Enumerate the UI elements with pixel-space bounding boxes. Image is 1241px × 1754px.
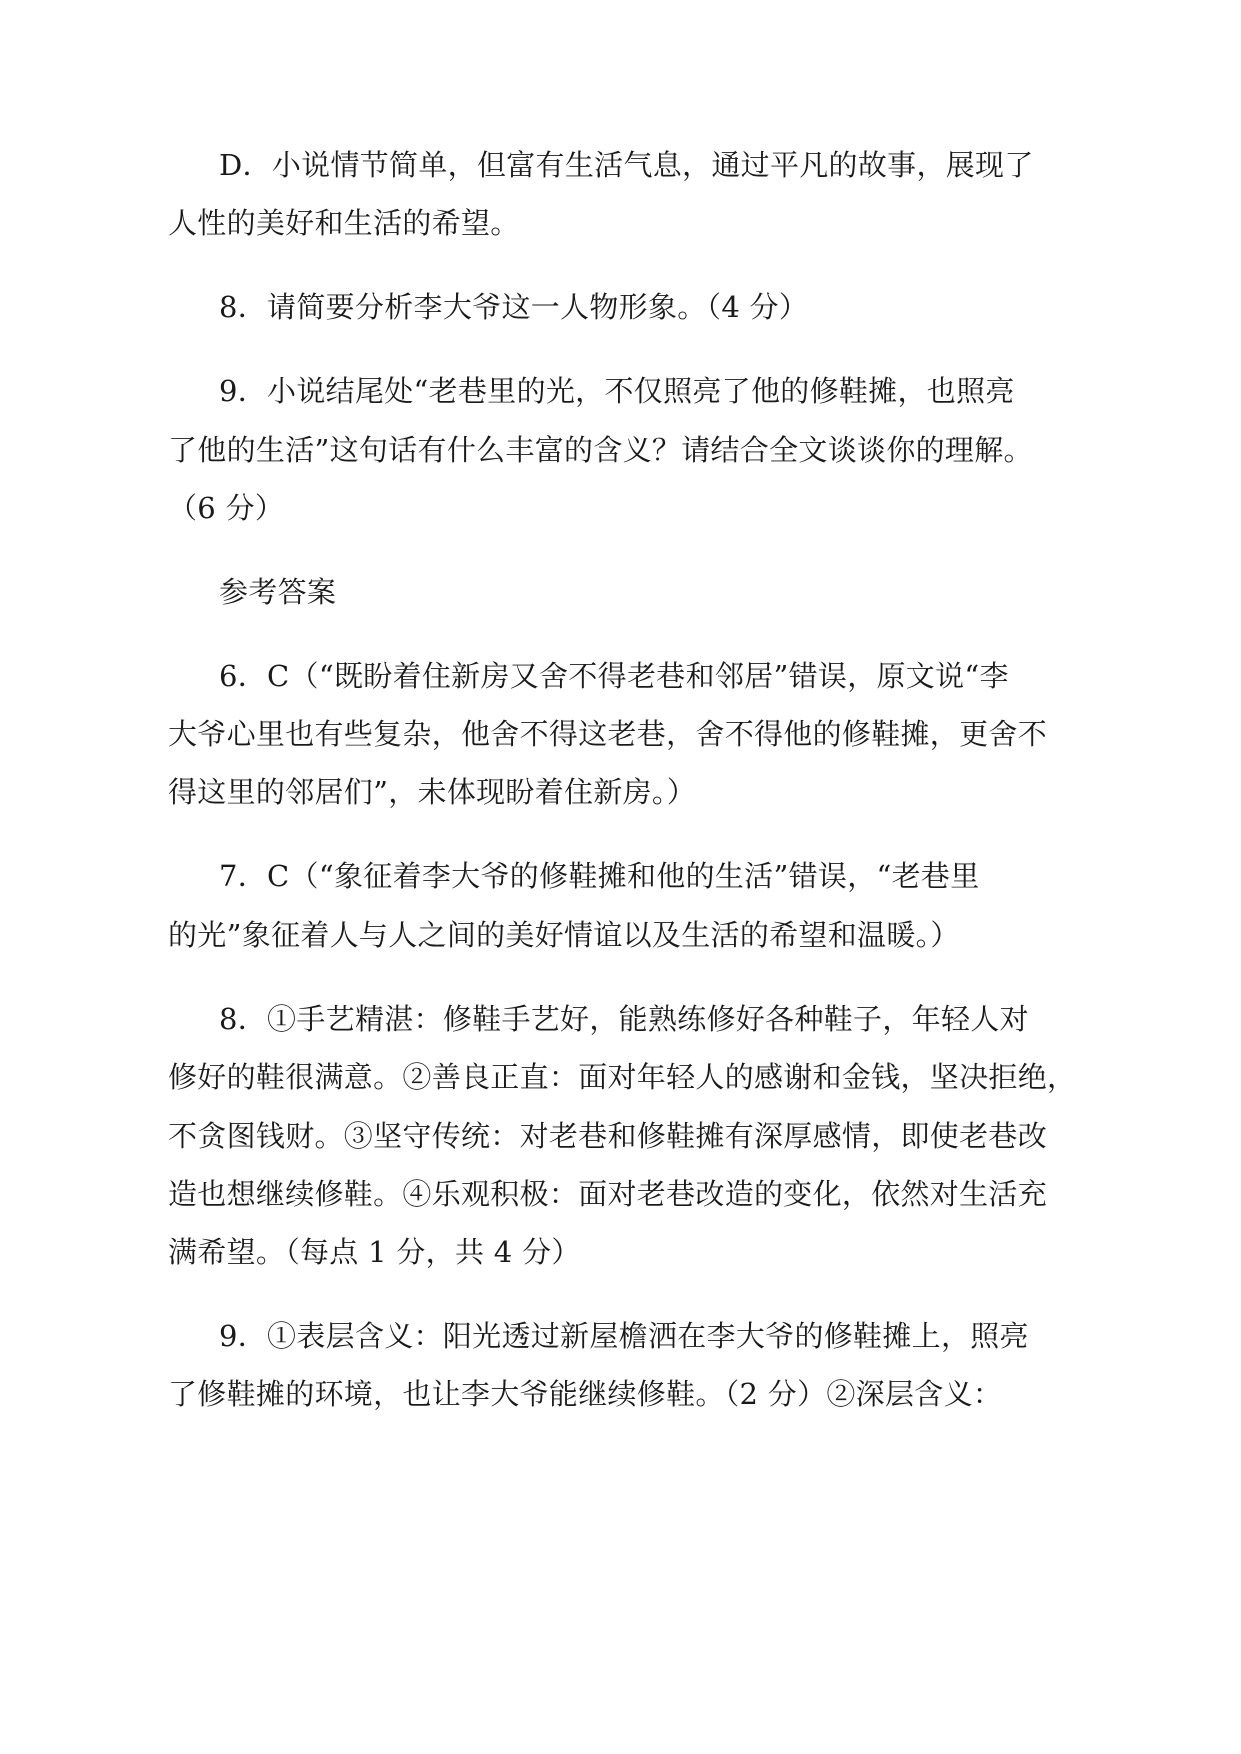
answer-8-line-1: 8．①手艺精湛：修鞋手艺好，能熟练修好各种鞋子，年轻人对 — [219, 1002, 1029, 1036]
question-9-line-2: 了他的生活”这句话有什么丰富的含义？请结合全文谈谈你的理解。 — [168, 433, 1033, 467]
answer-6-line-1: 6．C（“既盼着住新房又舍不得老巷和邻居”错误，原文说“李 — [219, 659, 1009, 693]
answer-9-line-2: 了修鞋摊的环境，也让李大爷能继续修鞋。（2 分）②深层含义： — [168, 1377, 1003, 1411]
answer-8-line-3: 不贪图钱财。③坚守传统：对老巷和修鞋摊有深厚感情，即使老巷改 — [168, 1119, 1048, 1153]
answer-6-line-3: 得这里的邻居们”，未体现盼着住新房。） — [168, 775, 697, 809]
question-8: 8．请简要分析李大爷这一人物形象。（4 分） — [219, 290, 809, 324]
answer-8-line-4: 造也想继续修鞋。④乐观积极：面对老巷改造的变化，依然对生活充 — [168, 1177, 1048, 1211]
option-d-line-1: D．小说情节简单，但富有生活气息，通过平凡的故事，展现了 — [219, 148, 1034, 182]
answer-7-line-1: 7．C（“象征着李大爷的修鞋摊和他的生活”错误，“老巷里 — [219, 859, 980, 893]
answer-7-line-2: 的光”象征着人与人之间的美好情谊以及生活的希望和温暖。） — [168, 918, 960, 952]
answer-8-line-5: 满希望。（每点 1 分，共 4 分） — [168, 1235, 581, 1269]
answer-8-line-2: 修好的鞋很满意。②善良正直：面对年轻人的感谢和金钱，坚决拒绝， — [168, 1060, 1077, 1094]
answer-9-line-1: 9．①表层含义：阳光透过新屋檐洒在李大爷的修鞋摊上，照亮 — [219, 1319, 1029, 1353]
question-9-line-3: （6 分） — [168, 491, 285, 525]
option-d-line-2: 人性的美好和生活的希望。 — [168, 206, 520, 240]
answer-heading: 参考答案 — [219, 575, 337, 609]
answer-6-line-2: 大爷心里也有些复杂，他舍不得这老巷，舍不得他的修鞋摊，更舍不 — [168, 717, 1048, 751]
question-9-line-1: 9．小说结尾处“老巷里的光，不仅照亮了他的修鞋摊，也照亮 — [219, 374, 1015, 408]
